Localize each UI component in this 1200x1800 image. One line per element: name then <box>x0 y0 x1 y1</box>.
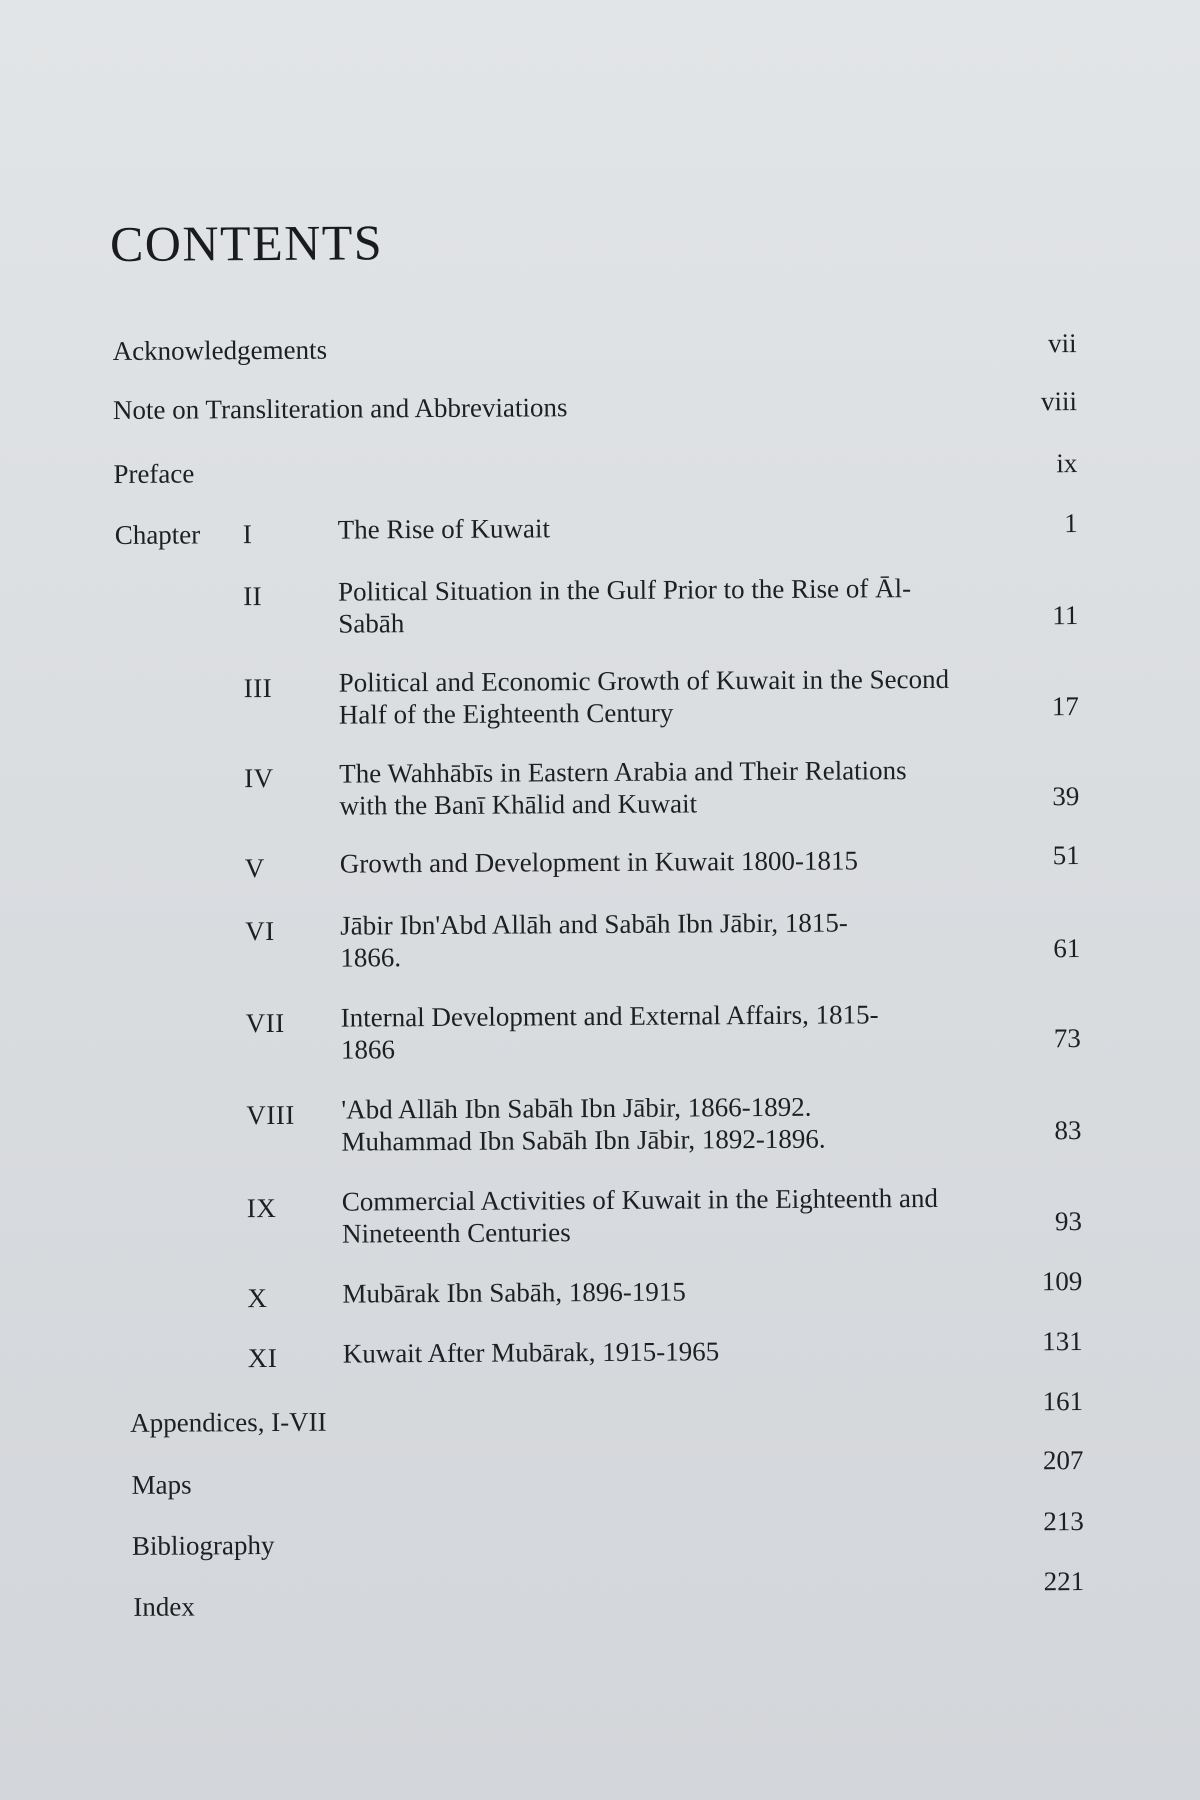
chapter-page: 1 <box>1064 508 1078 539</box>
chapter-title[interactable]: Mubārak Ibn Sabāh, 1896-1915 <box>342 1276 686 1309</box>
chapter-number: II <box>243 581 263 612</box>
chapter-page: 131 <box>1042 1326 1083 1357</box>
chapter-number: VI <box>245 915 275 947</box>
chapter-number: IX <box>246 1192 277 1224</box>
toc-entry-preface[interactable]: Preface <box>113 458 195 489</box>
toc-entry-acknowledgements[interactable]: Acknowledgements <box>112 334 328 366</box>
chapter-number: III <box>243 672 273 704</box>
chapter-title[interactable]: Internal Development and External Affairs, 1815-1866 <box>340 999 879 1065</box>
toc-entry-maps[interactable]: Maps <box>131 1469 192 1500</box>
chapter-number: VIII <box>246 1099 295 1131</box>
chapter-number: V <box>244 853 265 884</box>
chapter-number: I <box>242 519 253 550</box>
toc-page-note-on-transliteration: viii <box>1040 386 1078 417</box>
toc-page-appendices: 161 <box>1042 1386 1084 1417</box>
chapter-number: X <box>247 1283 268 1314</box>
toc-page-maps: 207 <box>1042 1445 1084 1476</box>
chapter-title[interactable]: Kuwait After Mubārak, 1915-1965 <box>342 1336 720 1369</box>
toc-page-bibliography: 213 <box>1043 1506 1084 1537</box>
chapter-page: 39 <box>1052 781 1080 812</box>
page-title: CONTENTS <box>109 214 384 272</box>
toc-entry-appendices[interactable]: Appendices, I-VII <box>130 1406 327 1438</box>
chapter-page: 17 <box>1051 691 1079 722</box>
chapter-title[interactable]: Political Situation in the Gulf Prior to the Rise of Āl-Sabāh <box>338 573 912 639</box>
chapter-number: VII <box>245 1007 285 1039</box>
chapter-title[interactable]: Jābir Ibn'Abd Allāh and Sabāh Ibn Jābir, 1815-1866. <box>340 907 848 973</box>
chapter-page: 93 <box>1054 1206 1083 1237</box>
chapter-title[interactable]: Political and Economic Growth of Kuwait in the Second Half of the Eighteenth Century <box>338 663 950 730</box>
chapter-page: 73 <box>1053 1023 1081 1054</box>
chapter-page: 83 <box>1054 1115 1082 1146</box>
toc-page-preface: ix <box>1056 448 1078 479</box>
chapter-label: Chapter <box>114 519 201 550</box>
chapter-number: XI <box>247 1342 278 1374</box>
toc-entry-index[interactable]: Index <box>133 1591 195 1622</box>
chapter-title[interactable]: 'Abd Allāh Ibn Sabāh Ibn Jābir, 1866-1892. Muhammad Ibn Sabāh Ibn Jābir, 1892-1896. <box>341 1091 826 1157</box>
chapter-title[interactable]: Commercial Activities of Kuwait in the Eighteenth and Nineteenth Centuries <box>341 1182 939 1249</box>
chapter-title[interactable]: The Wahhābīs in Eastern Arabia and Their Relations with the Banī Khālid and Kuwait <box>339 755 907 821</box>
chapter-number: IV <box>244 762 274 794</box>
chapter-page: 11 <box>1052 600 1079 631</box>
chapter-page: 61 <box>1053 933 1081 964</box>
chapter-page: 51 <box>1052 840 1080 871</box>
toc-entry-note-on-transliteration[interactable]: Note on Transliteration and Abbreviations <box>112 392 568 425</box>
toc-page-acknowledgements: vii <box>1048 328 1077 359</box>
chapter-title[interactable]: The Rise of Kuwait <box>337 513 551 545</box>
toc-entry-bibliography[interactable]: Bibliography <box>131 1530 275 1561</box>
chapter-page: 109 <box>1041 1266 1083 1297</box>
chapter-title[interactable]: Growth and Development in Kuwait 1800-1815 <box>339 845 859 879</box>
toc-page-index: 221 <box>1043 1566 1085 1597</box>
